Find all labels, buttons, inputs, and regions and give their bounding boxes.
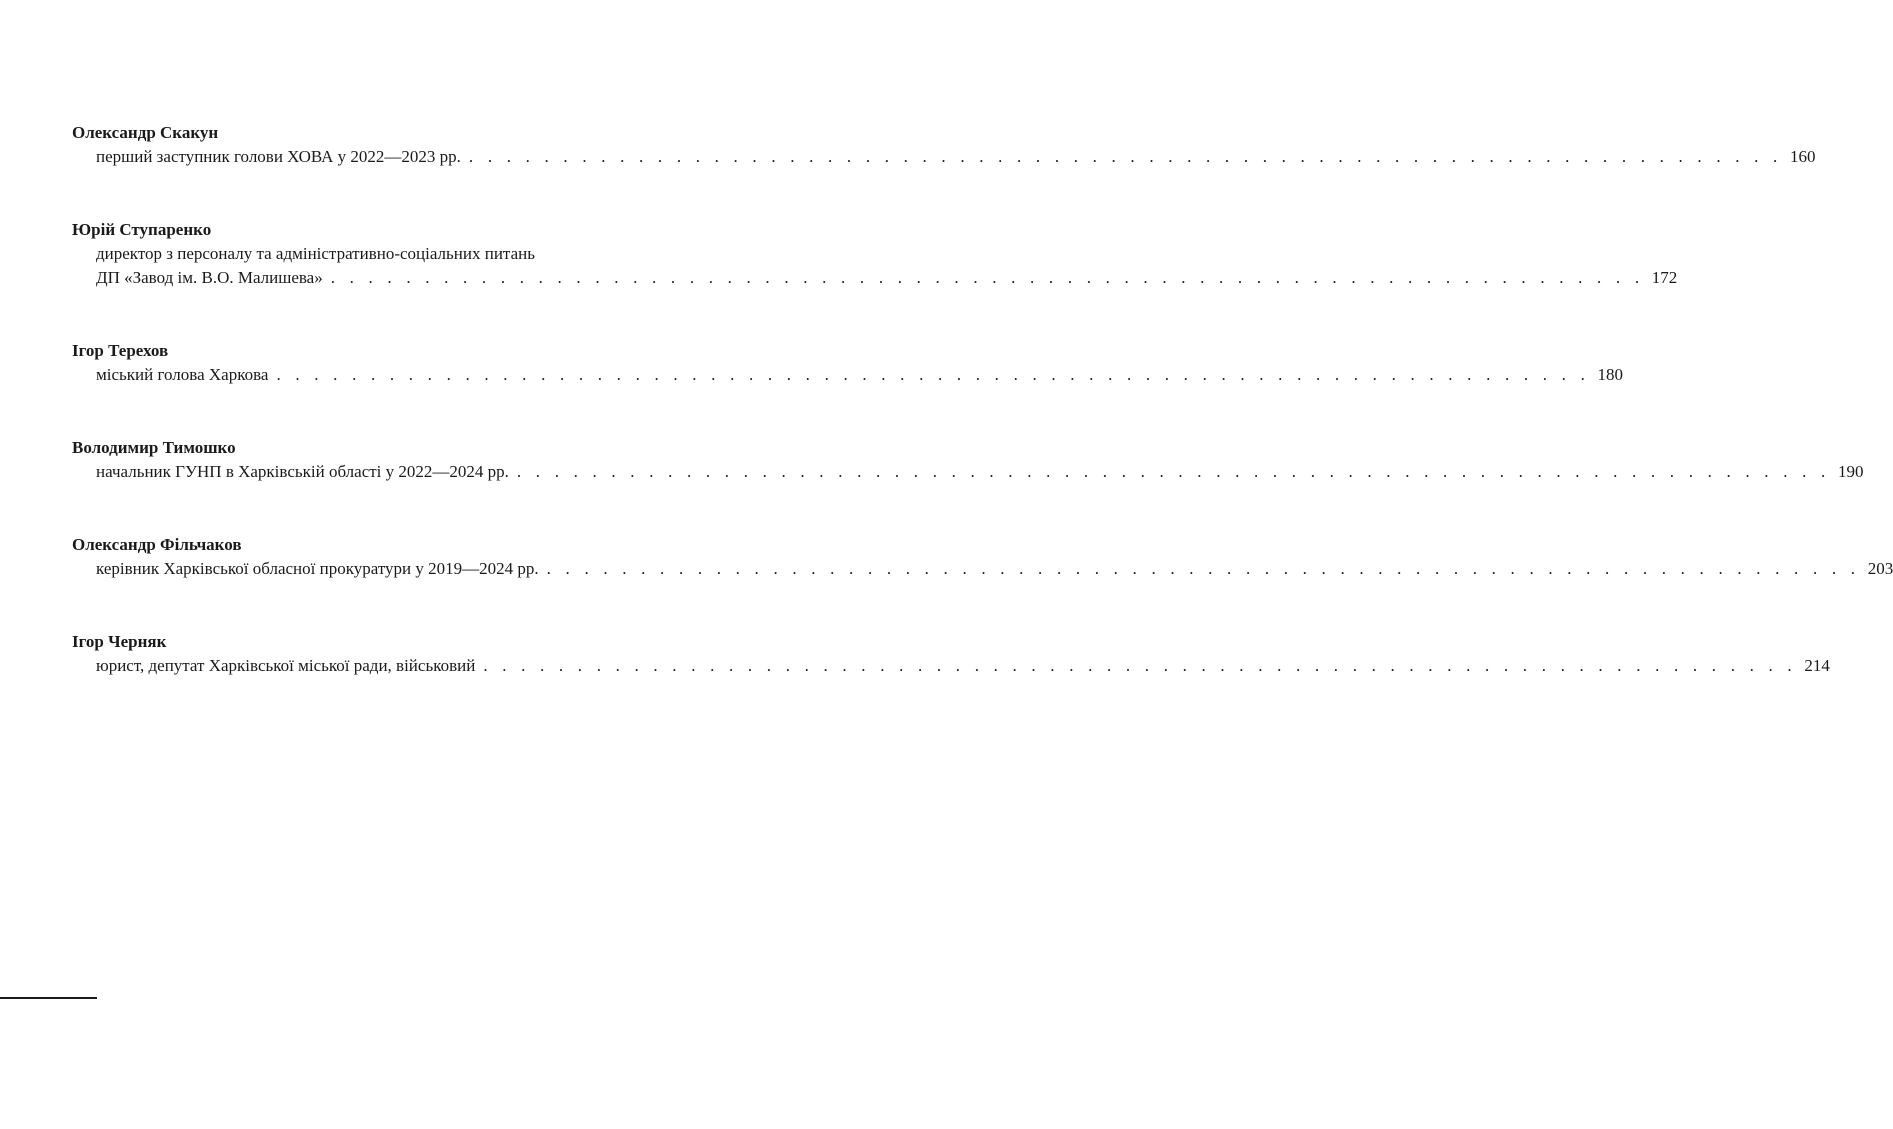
toc-entry bbox=[72, 339, 1624, 387]
entry-description-text: юрист, депутат Харківської міської ради, військовий bbox=[96, 656, 476, 675]
toc-entry bbox=[72, 533, 1893, 581]
footnote-separator-rule bbox=[0, 997, 97, 999]
entry-last-line bbox=[96, 460, 1864, 484]
entry-description bbox=[96, 654, 1830, 678]
dot-leader: . . . . . . . . . . . . . . . . . . . . . . . . . . . . . . . . . . . . . . . . . . . . . . . . . . . . . . . . . . . . . . . . . . . . . . bbox=[468, 147, 1783, 166]
toc-entry bbox=[72, 121, 1816, 169]
entry-last-line bbox=[96, 557, 1893, 581]
entry-description bbox=[96, 363, 1624, 387]
page-number: 160 bbox=[1789, 147, 1816, 166]
entry-last-line bbox=[96, 145, 1816, 169]
entry-last-line bbox=[96, 266, 1678, 290]
page-number: 190 bbox=[1837, 462, 1864, 481]
entry-description-text: ДП «Завод ім. В.О. Малишева» bbox=[96, 268, 323, 287]
dot-leader: . . . . . . . . . . . . . . . . . . . . . . . . . . . . . . . . . . . . . . . . . . . . . . . . . . . . . . . . . . . . . . . . . . . . . . bbox=[276, 365, 1591, 384]
entry-description bbox=[96, 557, 1893, 581]
toc-entry bbox=[72, 218, 1678, 290]
entry-name: Олександр Скакун bbox=[72, 123, 219, 142]
entry-last-line bbox=[96, 363, 1624, 387]
entry-name: Юрій Ступаренко bbox=[72, 220, 212, 239]
toc-entry bbox=[72, 436, 1864, 484]
entry-name: Ігор Терехов bbox=[72, 341, 169, 360]
dot-leader: . . . . . . . . . . . . . . . . . . . . . . . . . . . . . . . . . . . . . . . . . . . . . . . . . . . . . . . . . . . . . . . . . . . . . . bbox=[546, 559, 1861, 578]
entry-description-line: директор з персоналу та адміністративно-соціальних питань bbox=[96, 244, 535, 263]
entry-name: Олександр Фільчаков bbox=[72, 535, 242, 554]
entry-description bbox=[96, 460, 1864, 484]
page-number: 214 bbox=[1804, 656, 1830, 675]
page-number: 203 bbox=[1867, 559, 1893, 578]
dot-leader: . . . . . . . . . . . . . . . . . . . . . . . . . . . . . . . . . . . . . . . . . . . . . . . . . . . . . . . . . . . . . . . . . . . . . . bbox=[483, 656, 1797, 675]
dot-leader: . . . . . . . . . . . . . . . . . . . . . . . . . . . . . . . . . . . . . . . . . . . . . . . . . . . . . . . . . . . . . . . . . . . . . . bbox=[330, 268, 1645, 287]
table-of-contents bbox=[72, 121, 1893, 727]
page-number: 180 bbox=[1597, 365, 1624, 384]
entry-description bbox=[96, 145, 1816, 169]
dot-leader: . . . . . . . . . . . . . . . . . . . . . . . . . . . . . . . . . . . . . . . . . . . . . . . . . . . . . . . . . . . . . . . . . . . . . . bbox=[516, 462, 1831, 481]
entry-name: Володимир Тимошко bbox=[72, 438, 236, 457]
page-number: 172 bbox=[1651, 268, 1678, 287]
entry-description-text: керівник Харківської обласної прокуратури у 2019—2024 рр. bbox=[96, 559, 539, 578]
entry-description-text: начальник ГУНП в Харківській області у 2022—2024 рр. bbox=[96, 462, 509, 481]
entry-description bbox=[96, 242, 1678, 290]
entry-description-text: міський голова Харкова bbox=[96, 365, 269, 384]
entry-last-line bbox=[96, 654, 1830, 678]
entry-name: Ігор Черняк bbox=[72, 632, 167, 651]
toc-entry bbox=[72, 630, 1830, 678]
entry-description-text: перший заступник голови ХОВА у 2022—2023 рр. bbox=[96, 147, 461, 166]
